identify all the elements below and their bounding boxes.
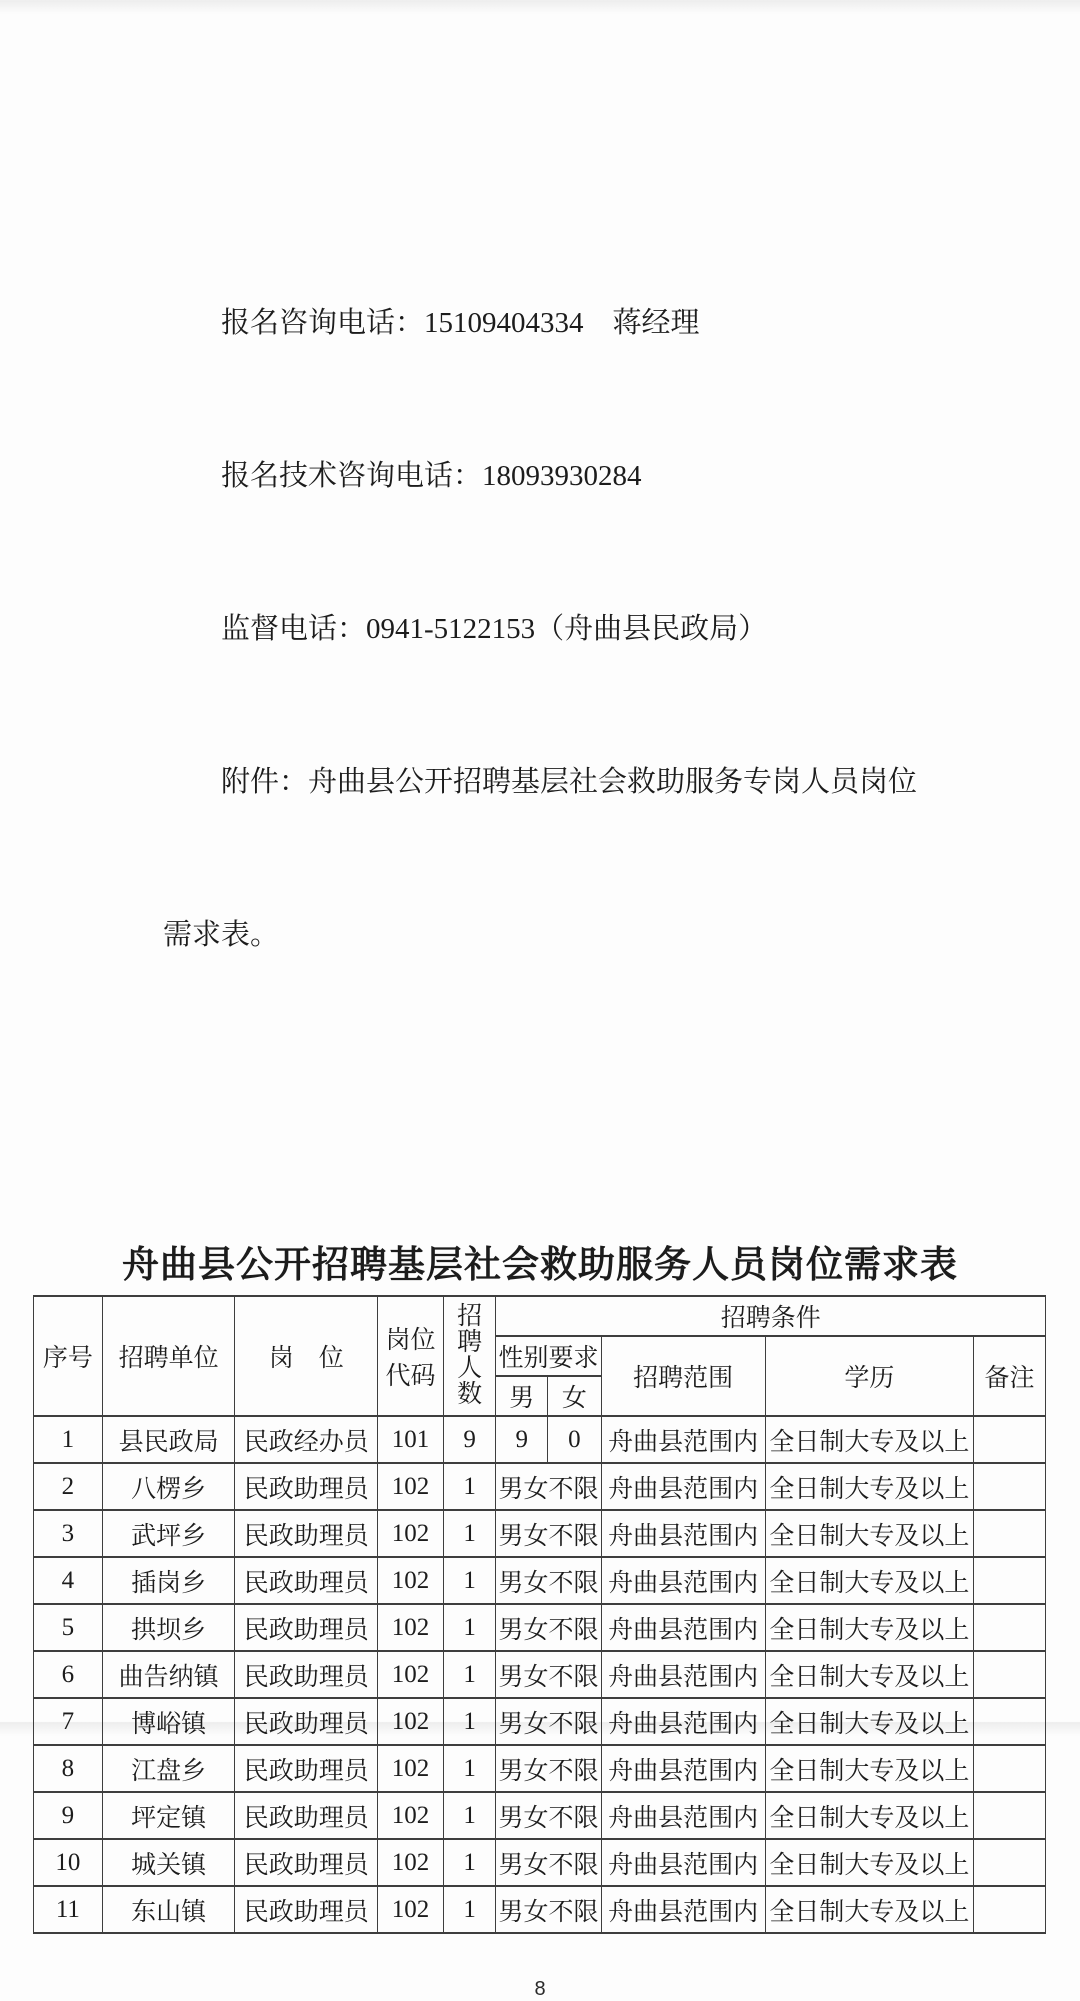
table-row: [34, 1416, 1046, 1463]
cell-edu: 全日制大专及以上: [765, 1416, 973, 1463]
cell-scope: 舟曲县范围内: [601, 1463, 765, 1510]
cell-count: 1: [443, 1698, 496, 1745]
cell-unit: 博峪镇: [102, 1698, 235, 1745]
cell-code: 102: [378, 1463, 444, 1510]
cell-post: 民政经办员: [235, 1416, 378, 1463]
header-male: 男: [496, 1376, 548, 1416]
cell-count: 1: [443, 1604, 496, 1651]
header-remarks: 备注: [974, 1336, 1046, 1416]
cell-scope: 舟曲县范围内: [601, 1745, 765, 1792]
cell-edu: 全日制大专及以上: [765, 1463, 973, 1510]
cell-post: 民政助理员: [235, 1651, 378, 1698]
cell-no: 9: [34, 1792, 103, 1839]
cell-code: 102: [378, 1698, 444, 1745]
cell-gender: 男女不限: [496, 1651, 601, 1698]
cell-gender: 男女不限: [496, 1792, 601, 1839]
cell-gender: 男女不限: [496, 1463, 601, 1510]
page-number: 8: [534, 1978, 546, 2000]
cell-note: [974, 1839, 1046, 1886]
header-serial: 序号: [34, 1296, 103, 1416]
attachment-line-continuation: 需求表。: [163, 919, 280, 951]
cell-post: 民政助理员: [235, 1745, 378, 1792]
cell-no: 11: [34, 1886, 103, 1933]
header-post-code: 岗位代码: [378, 1296, 444, 1416]
cell-post: 民政助理员: [235, 1792, 378, 1839]
table-row: [34, 1557, 1046, 1604]
cell-scope: 舟曲县范围内: [601, 1792, 765, 1839]
cell-note: [974, 1510, 1046, 1557]
cell-no: 3: [34, 1510, 103, 1557]
cell-gender: 男女不限: [496, 1557, 601, 1604]
cell-gender: 男女不限: [496, 1698, 601, 1745]
cell-edu: 全日制大专及以上: [765, 1745, 973, 1792]
cell-scope: 舟曲县范围内: [601, 1557, 765, 1604]
cell-code: 102: [378, 1745, 444, 1792]
cell-count: 1: [443, 1745, 496, 1792]
cell-code: 102: [378, 1651, 444, 1698]
table-row: [34, 1745, 1046, 1792]
table-row: [34, 1698, 1046, 1745]
cell-count: 1: [443, 1463, 496, 1510]
cell-female: 0: [548, 1416, 602, 1463]
contact-line: 报名咨询电话：15109404334 蒋经理: [221, 307, 700, 339]
cell-male: 9: [496, 1416, 548, 1463]
cell-unit: 拱坝乡: [102, 1604, 235, 1651]
cell-note: [974, 1463, 1046, 1510]
cell-note: [974, 1416, 1046, 1463]
header-conditions: 招聘条件: [496, 1296, 1046, 1336]
cell-code: 102: [378, 1557, 444, 1604]
cell-edu: 全日制大专及以上: [765, 1510, 973, 1557]
cell-code: 101: [378, 1416, 444, 1463]
cell-post: 民政助理员: [235, 1510, 378, 1557]
cell-scope: 舟曲县范围内: [601, 1698, 765, 1745]
cell-no: 5: [34, 1604, 103, 1651]
cell-gender: 男女不限: [496, 1886, 601, 1933]
cell-count: 1: [443, 1839, 496, 1886]
cell-unit: 江盘乡: [102, 1745, 235, 1792]
cell-edu: 全日制大专及以上: [765, 1792, 973, 1839]
header-headcount: 招聘人数: [443, 1296, 496, 1416]
cell-unit: 城关镇: [102, 1839, 235, 1886]
table-row: [34, 1463, 1046, 1510]
cell-note: [974, 1651, 1046, 1698]
cell-unit: 插岗乡: [102, 1557, 235, 1604]
contact-info-block: [163, 196, 1080, 1012]
table-row: [34, 1604, 1046, 1651]
cell-scope: 舟曲县范围内: [601, 1886, 765, 1933]
cell-edu: 全日制大专及以上: [765, 1839, 973, 1886]
cell-code: 102: [378, 1839, 444, 1886]
header-gender-req: 性别要求: [496, 1336, 601, 1376]
cell-unit: 坪定镇: [102, 1792, 235, 1839]
document-page: [0, 196, 1080, 2000]
cell-gender: 男女不限: [496, 1839, 601, 1886]
cell-no: 7: [34, 1698, 103, 1745]
cell-count: 1: [443, 1792, 496, 1839]
cell-edu: 全日制大专及以上: [765, 1698, 973, 1745]
cell-count: 1: [443, 1886, 496, 1933]
cell-scope: 舟曲县范围内: [601, 1604, 765, 1651]
cell-scope: 舟曲县范围内: [601, 1839, 765, 1886]
cell-note: [974, 1745, 1046, 1792]
table-row: [34, 1651, 1046, 1698]
cell-unit: 武坪乡: [102, 1510, 235, 1557]
cell-no: 6: [34, 1651, 103, 1698]
cell-code: 102: [378, 1510, 444, 1557]
cell-post: 民政助理员: [235, 1886, 378, 1933]
cell-unit: 曲告纳镇: [102, 1651, 235, 1698]
table-row: [34, 1886, 1046, 1933]
contact-line: 监督电话：0941-5122153（舟曲县民政局）: [221, 613, 768, 645]
cell-no: 1: [34, 1416, 103, 1463]
header-row-1: [34, 1296, 1046, 1336]
cell-note: [974, 1792, 1046, 1839]
cell-note: [974, 1698, 1046, 1745]
table-row: [34, 1839, 1046, 1886]
cell-edu: 全日制大专及以上: [765, 1604, 973, 1651]
cell-note: [974, 1886, 1046, 1933]
cell-no: 4: [34, 1557, 103, 1604]
attachment-line: 附件：舟曲县公开招聘基层社会救助服务专岗人员岗位: [221, 766, 918, 798]
table-title: 舟曲县公开招聘基层社会救助服务人员岗位需求表: [122, 1245, 958, 1286]
header-education: 学历: [765, 1336, 973, 1416]
cell-count: 1: [443, 1510, 496, 1557]
cell-count: 1: [443, 1651, 496, 1698]
cell-post: 民政助理员: [235, 1604, 378, 1651]
recruitment-table: [33, 1295, 1046, 1934]
cell-code: 102: [378, 1604, 444, 1651]
cell-gender: 男女不限: [496, 1604, 601, 1651]
cell-no: 10: [34, 1839, 103, 1886]
cell-note: [974, 1604, 1046, 1651]
cell-post: 民政助理员: [235, 1839, 378, 1886]
cell-unit: 八楞乡: [102, 1463, 235, 1510]
header-female: 女: [548, 1376, 602, 1416]
cell-edu: 全日制大专及以上: [765, 1886, 973, 1933]
cell-gender: 男女不限: [496, 1510, 601, 1557]
cell-post: 民政助理员: [235, 1463, 378, 1510]
cell-edu: 全日制大专及以上: [765, 1557, 973, 1604]
cell-code: 102: [378, 1792, 444, 1839]
cell-unit: 东山镇: [102, 1886, 235, 1933]
cell-gender: 男女不限: [496, 1745, 601, 1792]
cell-edu: 全日制大专及以上: [765, 1651, 973, 1698]
cell-scope: 舟曲县范围内: [601, 1416, 765, 1463]
cell-post: 民政助理员: [235, 1557, 378, 1604]
cell-note: [974, 1557, 1046, 1604]
header-scope: 招聘范围: [601, 1336, 765, 1416]
table-row: [34, 1792, 1046, 1839]
cell-unit: 县民政局: [102, 1416, 235, 1463]
header-post: 岗 位: [235, 1296, 378, 1416]
contact-line: 报名技术咨询电话：18093930284: [221, 460, 642, 492]
header-unit: 招聘单位: [102, 1296, 235, 1416]
cell-post: 民政助理员: [235, 1698, 378, 1745]
cell-no: 8: [34, 1745, 103, 1792]
cell-scope: 舟曲县范围内: [601, 1651, 765, 1698]
cell-no: 2: [34, 1463, 103, 1510]
cell-scope: 舟曲县范围内: [601, 1510, 765, 1557]
cell-count: 9: [443, 1416, 496, 1463]
cell-count: 1: [443, 1557, 496, 1604]
cell-code: 102: [378, 1886, 444, 1933]
table-row: [34, 1510, 1046, 1557]
